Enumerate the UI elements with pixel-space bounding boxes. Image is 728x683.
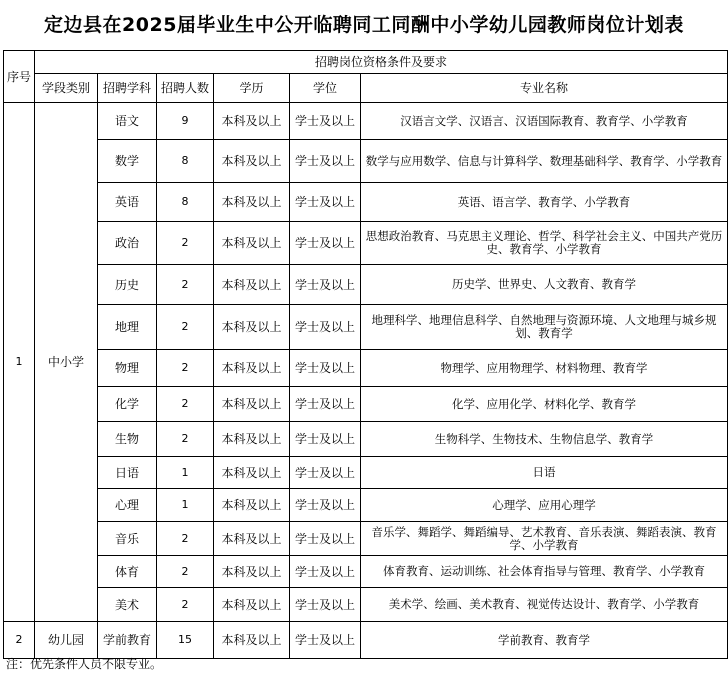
cell-degree: 学士及以上 — [290, 140, 361, 183]
cell-degree: 学士及以上 — [290, 103, 361, 140]
cell-degree: 学士及以上 — [290, 222, 361, 265]
cell-education: 本科及以上 — [214, 489, 290, 522]
cell-degree: 学士及以上 — [290, 622, 361, 659]
table-row — [4, 457, 728, 489]
cell-major: 数学与应用数学、信息与计算科学、数理基础科学、教育学、小学教育 — [361, 140, 728, 183]
cell-major: 历史学、世界史、人文教育、教育学 — [361, 265, 728, 305]
cell-count: 2 — [157, 556, 214, 588]
cell-subject: 历史 — [98, 265, 157, 305]
cell-education: 本科及以上 — [214, 103, 290, 140]
cell-subject: 物理 — [98, 350, 157, 387]
cell-degree: 学士及以上 — [290, 588, 361, 622]
cell-subject: 音乐 — [98, 522, 157, 556]
cell-seq: 1 — [4, 103, 35, 622]
table-row — [4, 588, 728, 622]
cell-major: 音乐学、舞蹈学、舞蹈编导、艺术教育、音乐表演、舞蹈表演、教育学、小学教育 — [361, 522, 728, 556]
table-row — [4, 522, 728, 556]
cell-count: 2 — [157, 305, 214, 350]
header-subject: 招聘学科 — [98, 74, 157, 103]
table-row — [4, 489, 728, 522]
cell-education: 本科及以上 — [214, 588, 290, 622]
table-row — [4, 222, 728, 265]
cell-major: 美术学、绘画、美术教育、视觉传达设计、教育学、小学教育 — [361, 588, 728, 622]
cell-count: 8 — [157, 183, 214, 222]
cell-count: 2 — [157, 222, 214, 265]
cell-education: 本科及以上 — [214, 265, 290, 305]
table-row — [4, 183, 728, 222]
cell-degree: 学士及以上 — [290, 305, 361, 350]
cell-major: 汉语言文学、汉语言、汉语国际教育、教育学、小学教育 — [361, 103, 728, 140]
cell-major: 物理学、应用物理学、材料物理、教育学 — [361, 350, 728, 387]
cell-education: 本科及以上 — [214, 140, 290, 183]
cell-major: 地理科学、地理信息科学、自然地理与资源环境、人文地理与城乡规划、教育学 — [361, 305, 728, 350]
cell-count: 2 — [157, 387, 214, 422]
cell-subject: 心理 — [98, 489, 157, 522]
cell-major: 化学、应用化学、材料化学、教育学 — [361, 387, 728, 422]
cell-degree: 学士及以上 — [290, 556, 361, 588]
cell-education: 本科及以上 — [214, 457, 290, 489]
cell-education: 本科及以上 — [214, 522, 290, 556]
cell-degree: 学士及以上 — [290, 522, 361, 556]
cell-subject: 政治 — [98, 222, 157, 265]
cell-major: 日语 — [361, 457, 728, 489]
cell-count: 1 — [157, 489, 214, 522]
table-row — [4, 422, 728, 457]
cell-major: 英语、语言学、教育学、小学教育 — [361, 183, 728, 222]
cell-degree: 学士及以上 — [290, 422, 361, 457]
cell-education: 本科及以上 — [214, 556, 290, 588]
cell-major: 生物科学、生物技术、生物信息学、教育学 — [361, 422, 728, 457]
header-group: 招聘岗位资格条件及要求 — [35, 51, 728, 74]
cell-education: 本科及以上 — [214, 422, 290, 457]
table-row — [4, 387, 728, 422]
cell-education: 本科及以上 — [214, 222, 290, 265]
footnote: 注：优先条件人员不限专业。 — [6, 657, 163, 671]
cell-seq: 2 — [4, 622, 35, 659]
cell-stage: 中小学 — [35, 103, 98, 622]
header-stage: 学段类别 — [35, 74, 98, 103]
cell-subject: 日语 — [98, 457, 157, 489]
cell-count: 2 — [157, 522, 214, 556]
cell-subject: 美术 — [98, 588, 157, 622]
cell-education: 本科及以上 — [214, 183, 290, 222]
header-education: 学历 — [214, 74, 290, 103]
table-row — [4, 265, 728, 305]
cell-subject: 数学 — [98, 140, 157, 183]
cell-count: 15 — [157, 622, 214, 659]
cell-degree: 学士及以上 — [290, 387, 361, 422]
cell-major: 学前教育、教育学 — [361, 622, 728, 659]
cell-count: 2 — [157, 422, 214, 457]
cell-subject: 英语 — [98, 183, 157, 222]
header-major: 专业名称 — [361, 74, 728, 103]
cell-degree: 学士及以上 — [290, 350, 361, 387]
cell-count: 2 — [157, 265, 214, 305]
cell-subject: 化学 — [98, 387, 157, 422]
cell-subject: 语文 — [98, 103, 157, 140]
cell-degree: 学士及以上 — [290, 489, 361, 522]
cell-subject: 体育 — [98, 556, 157, 588]
table-row — [4, 140, 728, 183]
cell-major: 思想政治教育、马克思主义理论、哲学、科学社会主义、中国共产党历史、教育学、小学教育 — [361, 222, 728, 265]
cell-degree: 学士及以上 — [290, 457, 361, 489]
cell-education: 本科及以上 — [214, 305, 290, 350]
cell-count: 8 — [157, 140, 214, 183]
table-row — [4, 305, 728, 350]
recruitment-table — [3, 50, 728, 659]
table-row — [4, 622, 728, 659]
cell-subject: 生物 — [98, 422, 157, 457]
header-degree: 学位 — [290, 74, 361, 103]
cell-count: 2 — [157, 588, 214, 622]
cell-stage: 幼儿园 — [35, 622, 98, 659]
cell-count: 2 — [157, 350, 214, 387]
page-title: 定边县在2025届毕业生中公开临聘同工同酬中小学幼儿园教师岗位计划表 — [44, 14, 684, 36]
cell-subject: 地理 — [98, 305, 157, 350]
cell-education: 本科及以上 — [214, 622, 290, 659]
table-row — [4, 103, 728, 140]
cell-count: 9 — [157, 103, 214, 140]
cell-major: 体育教育、运动训练、社会体育指导与管理、教育学、小学教育 — [361, 556, 728, 588]
cell-education: 本科及以上 — [214, 387, 290, 422]
cell-degree: 学士及以上 — [290, 183, 361, 222]
cell-subject: 学前教育 — [98, 622, 157, 659]
cell-education: 本科及以上 — [214, 350, 290, 387]
table-row — [4, 556, 728, 588]
cell-major: 心理学、应用心理学 — [361, 489, 728, 522]
table-row — [4, 350, 728, 387]
cell-degree: 学士及以上 — [290, 265, 361, 305]
header-seq: 序号 — [4, 51, 35, 103]
header-count: 招聘人数 — [157, 74, 214, 103]
cell-count: 1 — [157, 457, 214, 489]
